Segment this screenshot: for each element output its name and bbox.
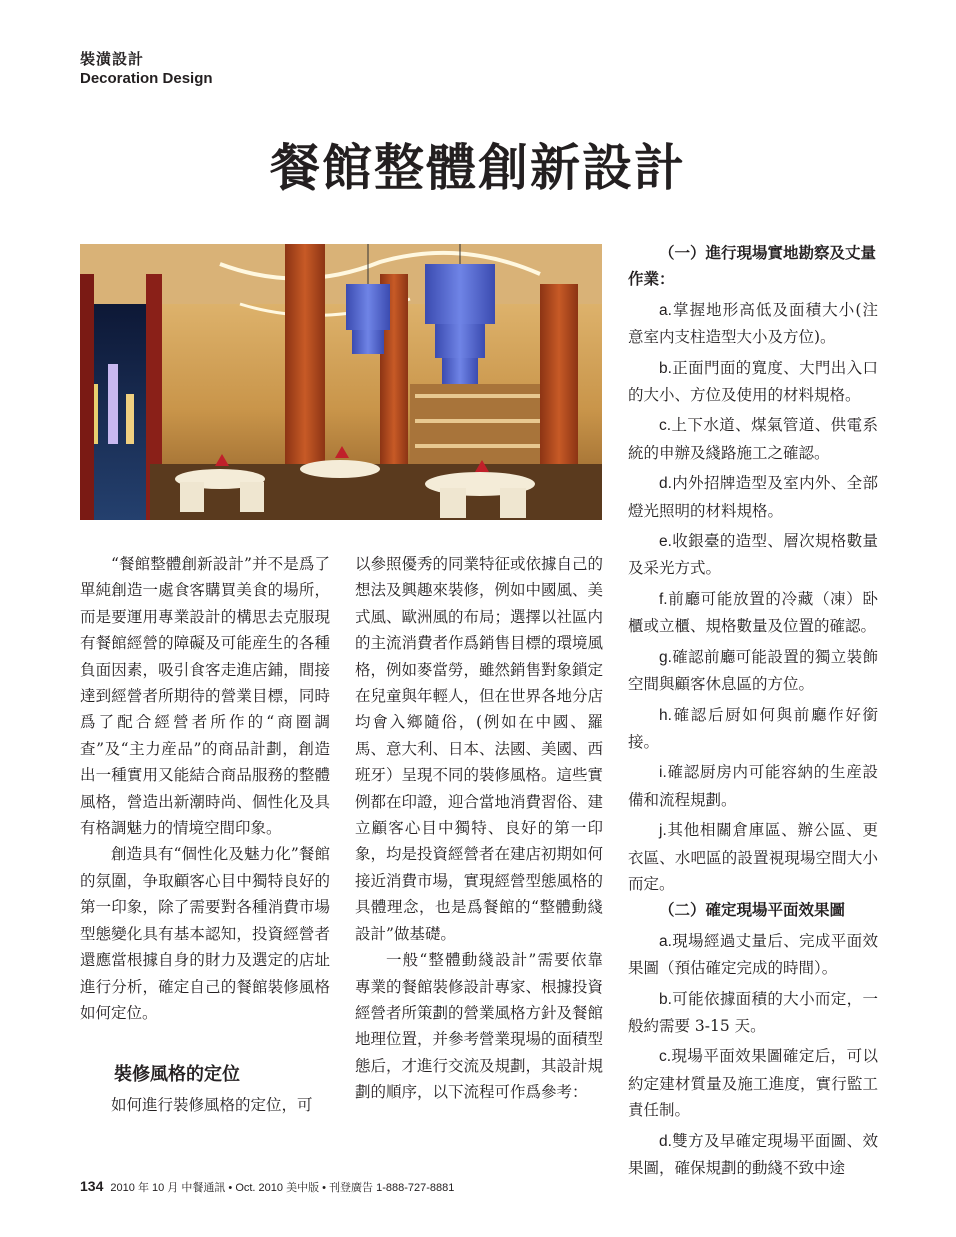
- list-item: b.正面門面的寬度、大門出入口的大小、方位及使用的材料規格。: [628, 358, 878, 405]
- paragraph: 創造具有“個性化及魅力化”餐館的氛圍，争取顧客心目中獨特良好的第一印象，除了需要對各種消費市場型態變化具有基本認知，投資經營者還應當根據自身的財力及選定的店址進行分析，確定自己的餐館裝修風格如何定位。: [80, 845, 330, 1022]
- list-item: j.其他相關倉庫區、辦公區、更衣區、水吧區的設置視現場空間大小而定。: [628, 821, 878, 893]
- column-3: [628, 240, 878, 1181]
- list-item: b.可能依據面積的大小而定，一般約需要 3-15 天。: [628, 989, 878, 1035]
- article-title: 餐館整體創新設計: [270, 138, 686, 197]
- column-1: [80, 551, 330, 1119]
- list-item: c.上下水道、煤氣管道、供電系統的申辦及綫路施工之確認。: [628, 416, 878, 462]
- list-item: c.現場平面效果圖確定后，可以約定建材質量及施工進度，實行監工責任制。: [628, 1047, 878, 1120]
- list-item: h.確認后厨如何與前廳作好銜接。: [628, 705, 878, 751]
- subheading: 裝修風格的定位: [114, 1064, 240, 1086]
- list-item: a.掌握地形高低及面積大小(注意室内支柱造型大小及方位)。: [628, 300, 878, 347]
- list-item: d.雙方及早確定現場平面圖、效果圖，確保規劃的動綫不致中途: [628, 1131, 878, 1177]
- restaurant-interior-photo: [80, 244, 602, 520]
- list-item: i.確認厨房内可能容納的生産設備和流程規劃。: [628, 763, 878, 809]
- paragraph: 如何進行裝修風格的定位，可: [111, 1096, 313, 1115]
- paragraph: 一般“整體動綫設計”需要依靠專業的餐館裝修設計專家、根據投資經營者所策劃的營業風格方針及餐館地理位置，并參考營業現場的面積型態后，才進行交流及規劃，其設計規劃的順序，以下流程可作爲參考：: [355, 951, 604, 1102]
- list-heading: （二）確定現場平面效果圖: [659, 900, 846, 920]
- section-label-zh: 裝潢設計: [80, 50, 145, 68]
- page-number: 134: [80, 1178, 104, 1194]
- section-label-en: Decoration Design: [80, 70, 213, 87]
- list-item: f.前廳可能放置的冷藏（凍）卧櫃或立櫃、規格數量及位置的確認。: [628, 589, 878, 636]
- column-2: [355, 551, 603, 1106]
- footer-text: 2010 年 10 月 中餐通訊 • Oct. 2010 美中版 • 刊登廣告 1-888-727-8881: [110, 1182, 455, 1194]
- paragraph: 以參照優秀的同業特征或依據自己的想法及興趣來裝修，例如中國風、美式風、歐洲風的布局；選擇以社區内的主流消費者作爲銷售目標的環境風格，例如麥當勞，雖然銷售對象鎖定在兒童與年輕人，但在世界各地分店均會入鄉隨俗，(例如在中國、羅馬、意大利、日本、法國、美國、西班牙）呈現不同的裝修風格。這些實例都在印證，迎合當地消費習俗、建立顧客心目中獨特、良好的第一印象，均是投資經營者在建店初期如何接近消費市場，實現經營型態風格的具體理念，也是爲餐館的“整體動綫設計”做基礎。: [355, 555, 604, 943]
- paragraph: “餐館整體創新設計”并不是爲了單純創造一處食客購買美食的場所，而是要運用專業設計的構思去克服現有餐館經營的障礙及可能産生的各種負面因素，吸引食客走進店鋪，間接達到經營者所期待的營業目標，同時爲了配合經營者所作的“商圈調查”及“主力産品”的商品計劃，創造出一種實用又能結合商品服務的整體風格，營造出新潮時尚、個性化及具有格調魅力的情境空間印象。: [80, 555, 330, 838]
- list-heading: 作業：: [628, 269, 675, 289]
- page-footer: [80, 1178, 454, 1195]
- list-item: a.現場經過丈量后、完成平面效果圖（預估確定完成的時間）。: [628, 931, 878, 978]
- list-heading: （一）進行現場實地勘察及丈量: [659, 243, 877, 262]
- list-item: e.收銀臺的造型、層次規格數量及采光方式。: [628, 532, 878, 578]
- list-item: d.内外招牌造型及室内外、全部燈光照明的材料規格。: [628, 474, 878, 520]
- list-item: g.確認前廳可能設置的獨立裝飾空間與顧客休息區的方位。: [628, 647, 878, 694]
